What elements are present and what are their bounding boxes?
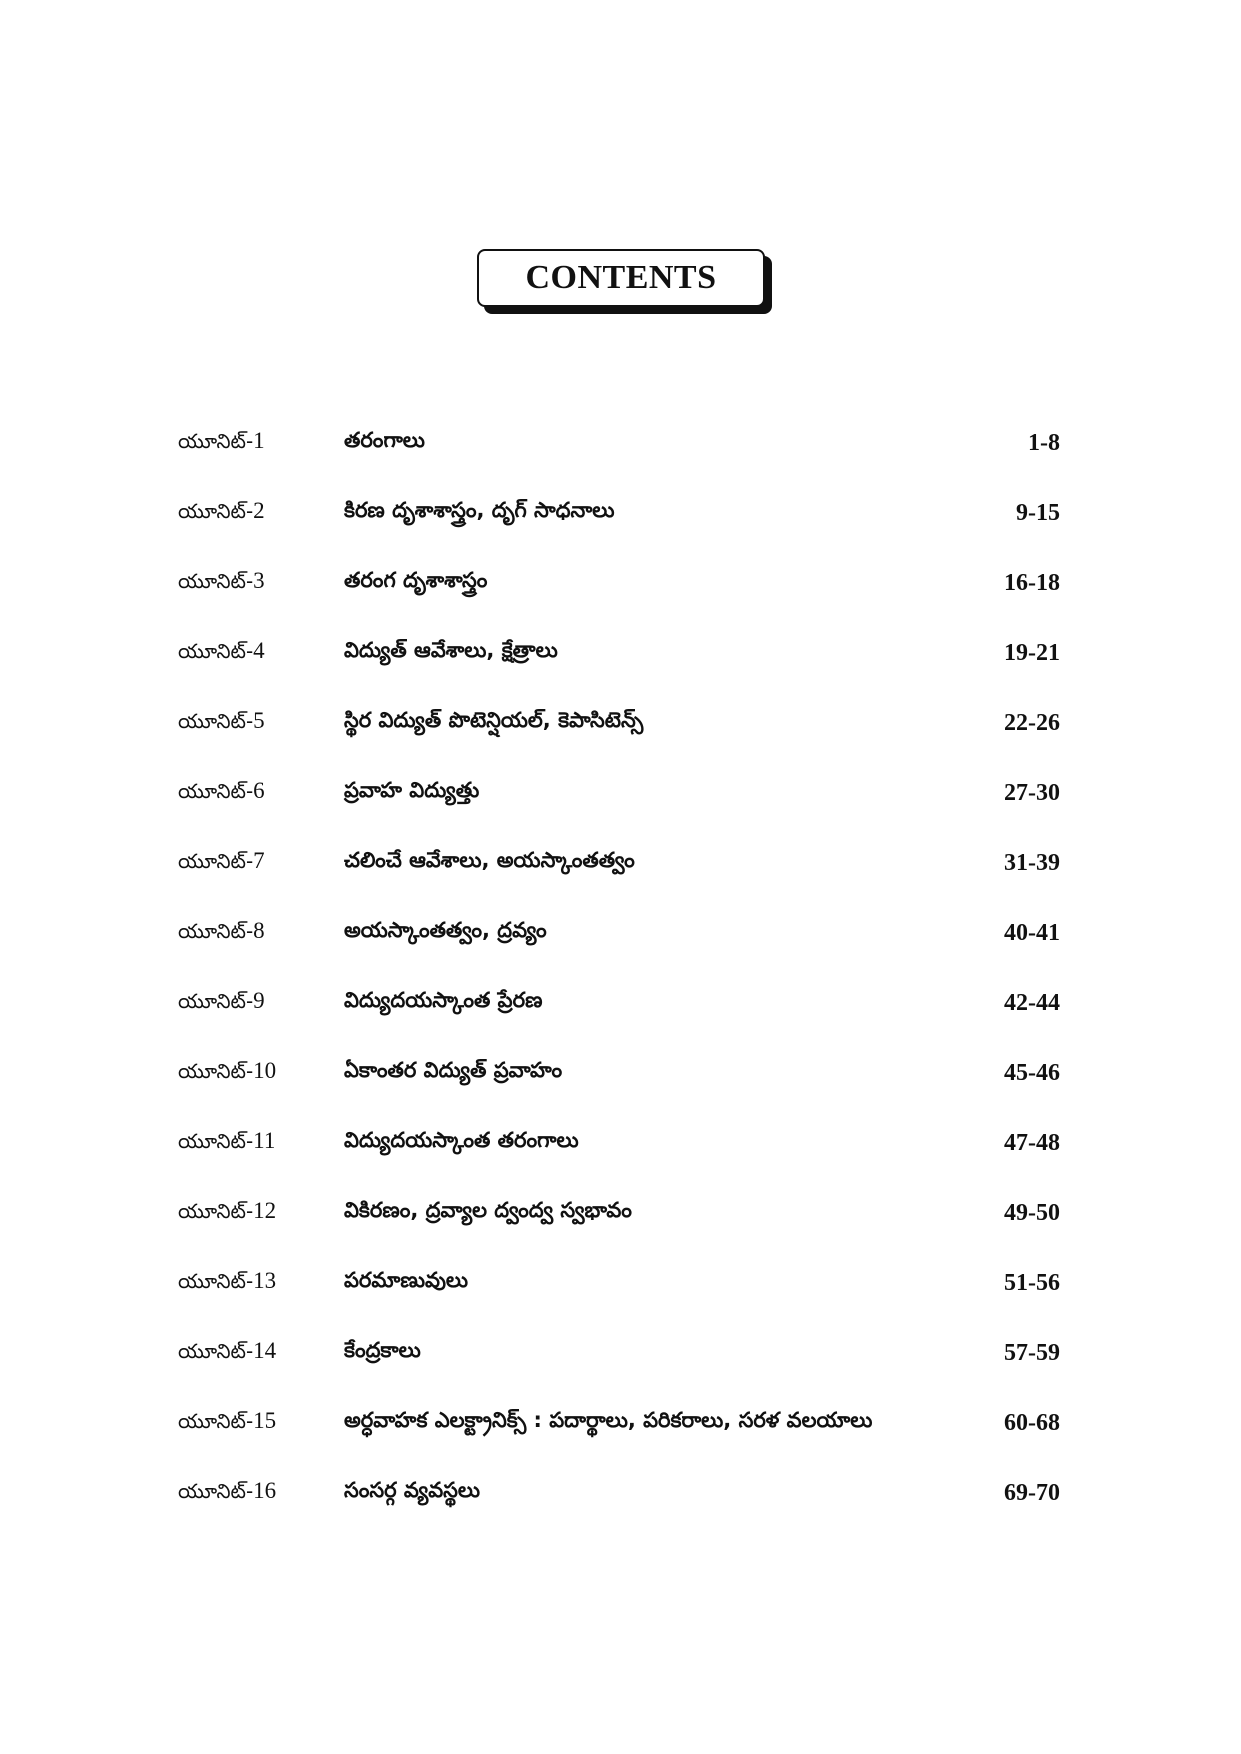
table-of-contents <box>178 408 1060 1528</box>
unit-prefix: యూనిట్- <box>178 429 254 453</box>
unit-label <box>178 568 344 598</box>
page-range: 47-48 <box>1004 1129 1060 1156</box>
unit-prefix: యూనిట్- <box>178 499 254 523</box>
toc-entry <box>178 1248 1060 1318</box>
unit-label <box>178 638 344 668</box>
chapter-title: విద్యుత్ ఆవేశాలు, క్షేత్రాలు <box>344 638 558 662</box>
unit-number: 11 <box>253 1128 276 1153</box>
unit-label <box>178 1478 344 1508</box>
toc-entry <box>178 758 1060 828</box>
unit-prefix: యూనిట్- <box>178 1339 254 1363</box>
chapter-title: అయస్కాంతత్వం, ద్రవ్యం <box>344 918 547 942</box>
toc-entry <box>178 1388 1060 1458</box>
unit-label <box>178 1408 344 1438</box>
toc-entry <box>178 1038 1060 1108</box>
toc-entry <box>178 1108 1060 1178</box>
unit-number: 12 <box>253 1198 277 1223</box>
unit-label <box>178 1338 344 1368</box>
toc-entry <box>178 898 1060 968</box>
chapter-title: ఏకాంతర విద్యుత్ ప్రవాహం <box>344 1058 563 1082</box>
unit-label <box>178 708 344 738</box>
chapter-title: కేంద్రకాలు <box>344 1338 421 1362</box>
chapter-title: అర్ధవాహక ఎలక్ట్రానిక్స్ : పదార్థాలు, పరికరాలు, సరళ వలయాలు <box>344 1408 873 1432</box>
toc-entry <box>178 408 1060 478</box>
toc-entry <box>178 828 1060 898</box>
toc-entry <box>178 968 1060 1038</box>
chapter-title: పరమాణువులు <box>344 1268 469 1292</box>
toc-entry <box>178 1178 1060 1248</box>
unit-prefix: యూనిట్- <box>178 1199 254 1223</box>
unit-label <box>178 428 344 458</box>
unit-label <box>178 778 344 808</box>
toc-entry <box>178 478 1060 548</box>
chapter-title: విద్యుదయస్కాంత ప్రేరణ <box>344 988 543 1012</box>
chapter-title: కిరణ దృశాశాస్త్రం, దృగ్ సాధనాలు <box>344 498 615 522</box>
contents-heading-box <box>477 249 769 311</box>
unit-number: 9 <box>253 988 265 1013</box>
unit-number: 4 <box>253 638 265 663</box>
heading-box-frame <box>477 249 765 307</box>
page-range: 27-30 <box>1004 779 1060 806</box>
toc-entry <box>178 688 1060 758</box>
unit-prefix: యూనిట్- <box>178 919 254 943</box>
chapter-title: చలించే ఆవేశాలు, అయస్కాంతత్వం <box>344 848 635 872</box>
page-range: 31-39 <box>1004 849 1060 876</box>
unit-prefix: యూనిట్- <box>178 569 254 593</box>
page-range: 22-26 <box>1004 709 1060 736</box>
chapter-title: ప్రవాహ విద్యుత్తు <box>344 778 480 802</box>
unit-prefix: యూనిట్- <box>178 709 254 733</box>
page-range: 51-56 <box>1004 1269 1060 1296</box>
page-range: 69-70 <box>1004 1479 1060 1506</box>
chapter-title: విద్యుదయస్కాంత తరంగాలు <box>344 1128 579 1152</box>
unit-number: 7 <box>253 848 265 873</box>
unit-prefix: యూనిట్- <box>178 1129 254 1153</box>
unit-number: 5 <box>253 708 265 733</box>
chapter-title: సంసర్గ వ్యవస్థలు <box>344 1478 481 1502</box>
unit-label <box>178 918 344 948</box>
unit-number: 13 <box>253 1268 277 1293</box>
chapter-title: తరంగాలు <box>344 428 425 452</box>
page-range: 19-21 <box>1004 639 1060 666</box>
chapter-title: స్థిర విద్యుత్ పొటెన్షియల్, కెపాసిటెన్స్ <box>344 708 644 732</box>
page-range: 1-8 <box>1028 429 1060 456</box>
unit-number: 14 <box>253 1338 277 1363</box>
unit-number: 15 <box>253 1408 277 1433</box>
chapter-title: వికిరణం, ద్రవ్యాల ద్వంద్వ స్వభావం <box>344 1198 632 1222</box>
unit-number: 10 <box>253 1058 277 1083</box>
unit-prefix: యూనిట్- <box>178 849 254 873</box>
page-range: 9-15 <box>1016 499 1060 526</box>
unit-prefix: యూనిట్- <box>178 1479 254 1503</box>
unit-prefix: యూనిట్- <box>178 639 254 663</box>
unit-number: 16 <box>253 1478 277 1503</box>
unit-label <box>178 498 344 528</box>
unit-number: 6 <box>253 778 265 803</box>
unit-label <box>178 1268 344 1298</box>
page-range: 16-18 <box>1004 569 1060 596</box>
unit-number: 1 <box>253 428 265 453</box>
page-range: 60-68 <box>1004 1409 1060 1436</box>
unit-label <box>178 1128 344 1158</box>
toc-entry <box>178 1318 1060 1388</box>
chapter-title: తరంగ దృశాశాస్త్రం <box>344 568 488 592</box>
toc-entry <box>178 618 1060 688</box>
unit-label <box>178 1198 344 1228</box>
toc-entry <box>178 1458 1060 1528</box>
unit-number: 8 <box>253 918 265 943</box>
unit-label <box>178 848 344 878</box>
unit-number: 2 <box>253 498 265 523</box>
page-range: 49-50 <box>1004 1199 1060 1226</box>
toc-entry <box>178 548 1060 618</box>
unit-number: 3 <box>253 568 265 593</box>
page-range: 40-41 <box>1004 919 1060 946</box>
unit-prefix: యూనిట్- <box>178 1409 254 1433</box>
unit-prefix: యూనిట్- <box>178 1059 254 1083</box>
unit-prefix: యూనిట్- <box>178 779 254 803</box>
page-title: CONTENTS <box>525 259 717 296</box>
page-range: 57-59 <box>1004 1339 1060 1366</box>
unit-prefix: యూనిట్- <box>178 989 254 1013</box>
page-range: 42-44 <box>1004 989 1060 1016</box>
unit-label <box>178 988 344 1018</box>
unit-prefix: యూనిట్- <box>178 1269 254 1293</box>
unit-label <box>178 1058 344 1088</box>
page-range: 45-46 <box>1004 1059 1060 1086</box>
